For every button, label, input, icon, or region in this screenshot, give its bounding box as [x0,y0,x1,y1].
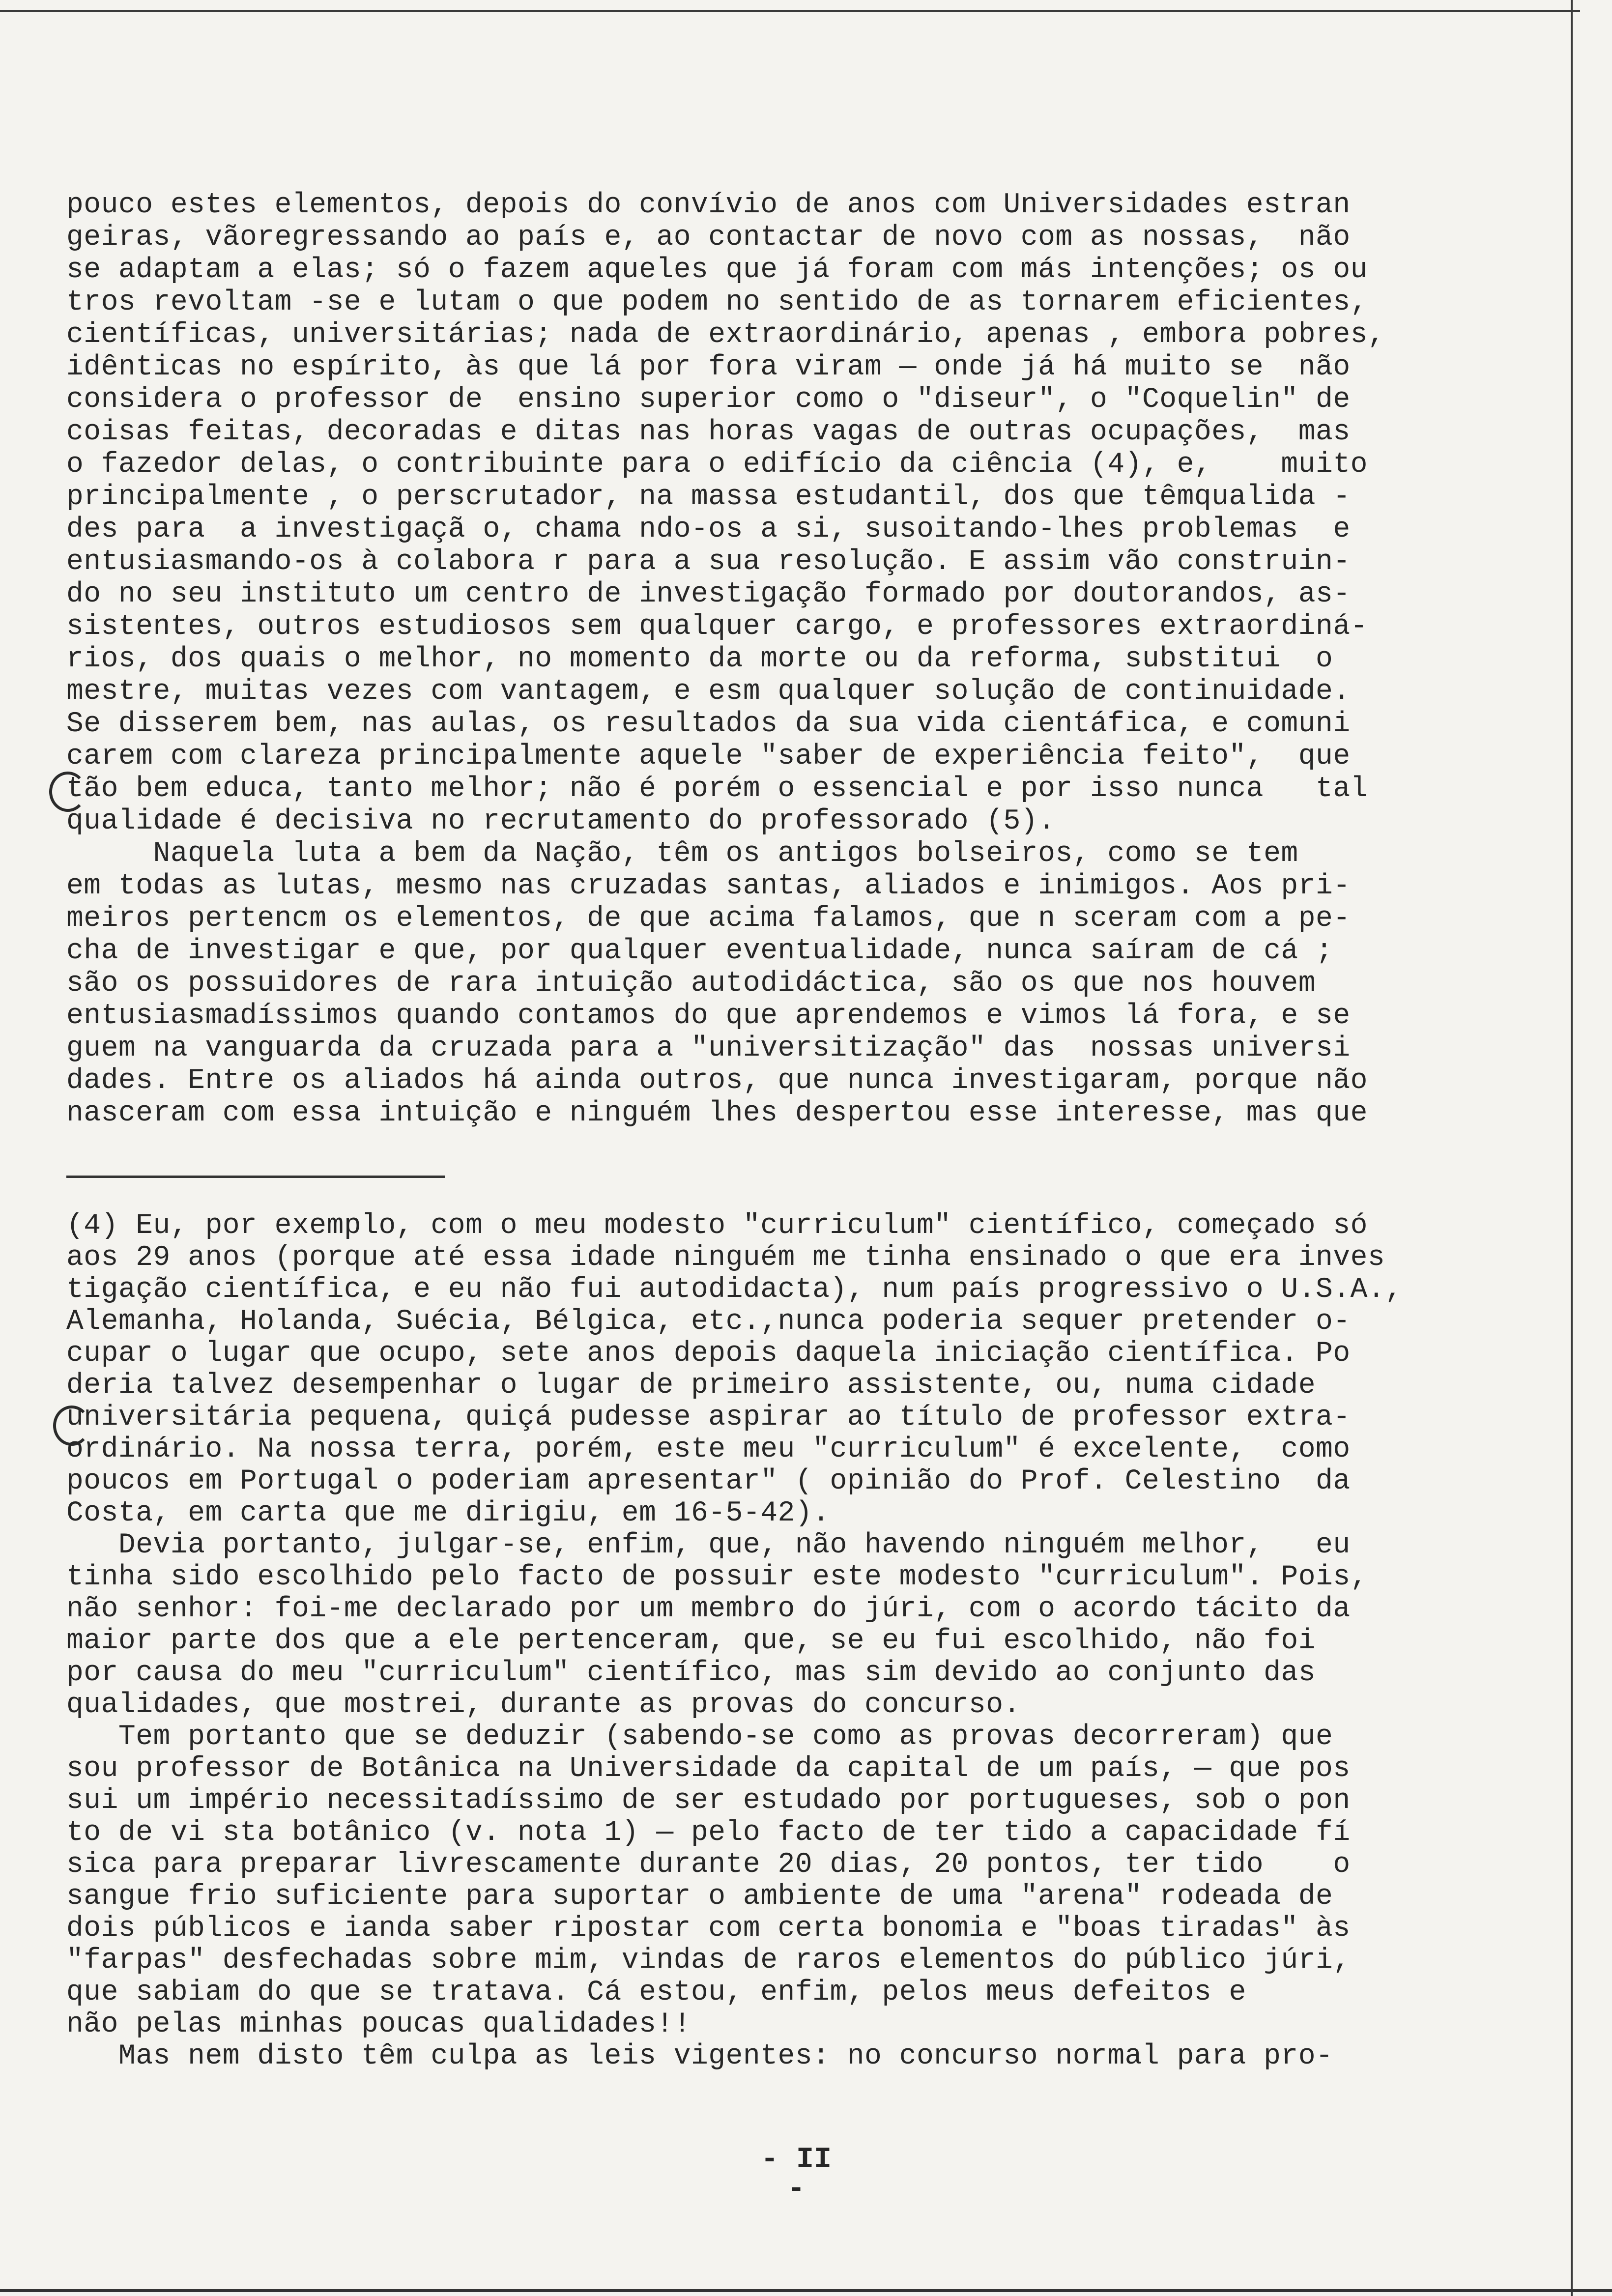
top-border-line [0,10,1580,12]
main-text-line: nasceram com essa intuição e ninguém lhes despertou esse interesse, mas que [66,1097,1368,1129]
main-text-line: principalmente , o perscrutador, na massa estudantil, dos que têmqualida - [66,481,1351,513]
main-text-line: mestre, muitas vezes com vantagem, e esm qualquer solução de continuidade. [66,676,1351,708]
footnote-text-line: to de vi sta botânico (v. nota 1) — pelo facto de ter tido a capacidade fí [66,1817,1351,1849]
main-text-line: coisas feitas, decoradas e ditas nas horas vagas de outras ocupações, mas [66,416,1351,448]
footnote-text-line: que sabiam do que se tratava. Cá estou, enfim, pelos meus defeitos e [66,1977,1246,2009]
right-border-line [1571,0,1573,2296]
footnote-text-line: sica para preparar livrescamente durante 20 dias, 20 pontos, ter tido o [66,1849,1351,1881]
main-text-line: sistentes, outros estudiosos sem qualquer cargo, e professores extraordiná- [66,611,1368,643]
main-text-line: científicas, universitárias; nada de extraordinário, apenas , embora pobres, [66,319,1385,351]
footnote-text-line: dois públicos e ianda saber ripostar com certa bonomia e "boas tiradas" às [66,1913,1351,1945]
footnote-text-line: ordinário. Na nossa terra, porém, este meu "curriculum" é excelente, como [66,1434,1351,1465]
footnote-text-line: Tem portanto que se deduzir (sabendo-se como as provas decorreram) que [66,1721,1333,1753]
main-text-line: Naquela luta a bem da Nação, têm os antigos bolseiros, como se tem [66,838,1298,870]
footnote-text-line: Mas nem disto têm culpa as leis vigentes: no concurso normal para pro- [66,2040,1333,2072]
footnote-text-line: Alemanha, Holanda, Suécia, Bélgica, etc.,nunca poderia sequer pretender o- [66,1306,1351,1338]
footnote-text-line: aos 29 anos (porque até essa idade ninguém me tinha ensinado o que era inves [66,1242,1385,1274]
main-text-line: considera o professor de ensino superior como o "diseur", o "Coquelin" de [66,384,1351,416]
footnote-text-line: cupar o lugar que ocupo, sete anos depois daquela iniciação científica. Po [66,1338,1351,1370]
footnote-text-line: por causa do meu "curriculum" científico, mas sim devido ao conjunto das [66,1657,1316,1689]
footnote-text-line: qualidades, que mostrei, durante as provas do concurso. [66,1689,1021,1721]
main-text-line: tão bem educa, tanto melhor; não é porém o essencial e por isso nunca tal [66,773,1368,805]
main-text-line: guem na vanguarda da cruzada para a "universitização" das nossas universi [66,1033,1351,1064]
main-text-line: carem com clareza principalmente aquele "saber de experiência feito", que [66,741,1351,773]
bottom-border-line [0,2289,1612,2292]
main-text-line: entusiasmando-os à colabora r para a sua resolução. E assim vão construin- [66,546,1351,578]
footnote-text-line: maior parte dos que a ele pertenceram, que, se eu fui escolhido, não foi [66,1625,1316,1657]
footnote-text-line: Costa, em carta que me dirigiu, em 16-5-42). [66,1497,830,1529]
footnote-text [66,1210,1560,2075]
main-text-line: se adaptam a elas; só o fazem aqueles que já foram com más intenções; os ou [66,254,1368,286]
footnote-text-line: deria talvez desempenhar o lugar de primeiro assistente, ou, numa cidade [66,1370,1316,1402]
main-text-line: idênticas no espírito, às que lá por fora viram — onde já há muito se não [66,351,1351,383]
footnote-text-line: sou professor de Botânica na Universidade da capital de um país, — que pos [66,1753,1351,1785]
main-text-line: o fazedor delas, o contribuinte para o edifício da ciência (4), e, muito [66,449,1368,481]
footnote-text-line: poucos em Portugal o poderiam apresentar" ( opinião do Prof. Celestino da [66,1465,1351,1497]
main-text-line: Se disserem bem, nas aulas, os resultados da sua vida cientáfica, e comuni [66,708,1351,740]
footnote-text-line: tigação científica, e eu não fui autodidacta), num país progressivo o U.S.A., [66,1274,1403,1306]
main-text-line: geiras, vãoregressando ao país e, ao contactar de novo com as nossas, não [66,222,1351,254]
main-text-line: qualidade é decisiva no recrutamento do professorado (5). [66,805,1056,837]
main-body-text [66,189,1560,1133]
footnote-text-line: tinha sido escolhido pelo facto de possuir este modesto "curriculum". Pois, [66,1561,1368,1593]
footnote-text-line: não pelas minhas poucas qualidades!! [66,2009,691,2040]
page-number: - II - [760,2143,832,2206]
footnote-separator [66,1176,445,1178]
footnote-text-line: não senhor: foi-me declarado por um membro do júri, com o acordo tácito da [66,1593,1351,1625]
main-text-line: dades. Entre os aliados há ainda outros, que nunca investigaram, porque não [66,1065,1368,1097]
main-text-line: são os possuidores de rara intuição autodidáctica, são os que nos houvem [66,968,1316,1000]
main-text-line: pouco estes elementos, depois do convívio de anos com Universidades estran [66,189,1351,221]
main-text-line: rios, dos quais o melhor, no momento da morte ou da reforma, substitui o [66,643,1333,675]
footnote-text-line: Devia portanto, julgar-se, enfim, que, não havendo ninguém melhor, eu [66,1529,1351,1561]
main-text-line: em todas as lutas, mesmo nas cruzadas santas, aliados e inimigos. Aos pri- [66,870,1351,902]
main-text-line: tros revoltam -se e lutam o que podem no sentido de as tornarem eficientes, [66,287,1368,318]
main-text-line: meiros pertencm os elementos, de que acima falamos, que n sceram com a pe- [66,903,1351,935]
main-text-line: entusiasmadíssimos quando contamos do que aprendemos e vimos lá fora, e se [66,1000,1351,1032]
main-text-line: do no seu instituto um centro de investigação formado por doutorandos, as- [66,578,1351,610]
footnote-text-line: sangue frio suficiente para suportar o ambiente de uma "arena" rodeada de [66,1881,1333,1913]
footnote-text-line: sui um império necessitadíssimo de ser estudado por portugueses, sob o pon [66,1785,1351,1817]
footnote-text-line: universitária pequena, quiçá pudesse aspirar ao título de professor extra- [66,1402,1351,1434]
main-text-line: cha de investigar e que, por qualquer eventualidade, nunca saíram de cá ; [66,935,1333,967]
footnote-text-line: "farpas" desfechadas sobre mim, vindas de raros elementos do público júri, [66,1945,1351,1977]
main-text-line: des para a investigaçã o, chama ndo-os a si, susoitando-lhes problemas e [66,514,1351,545]
footnote-text-line: (4) Eu, por exemplo, com o meu modesto "curriculum" científico, começado só [66,1210,1368,1242]
